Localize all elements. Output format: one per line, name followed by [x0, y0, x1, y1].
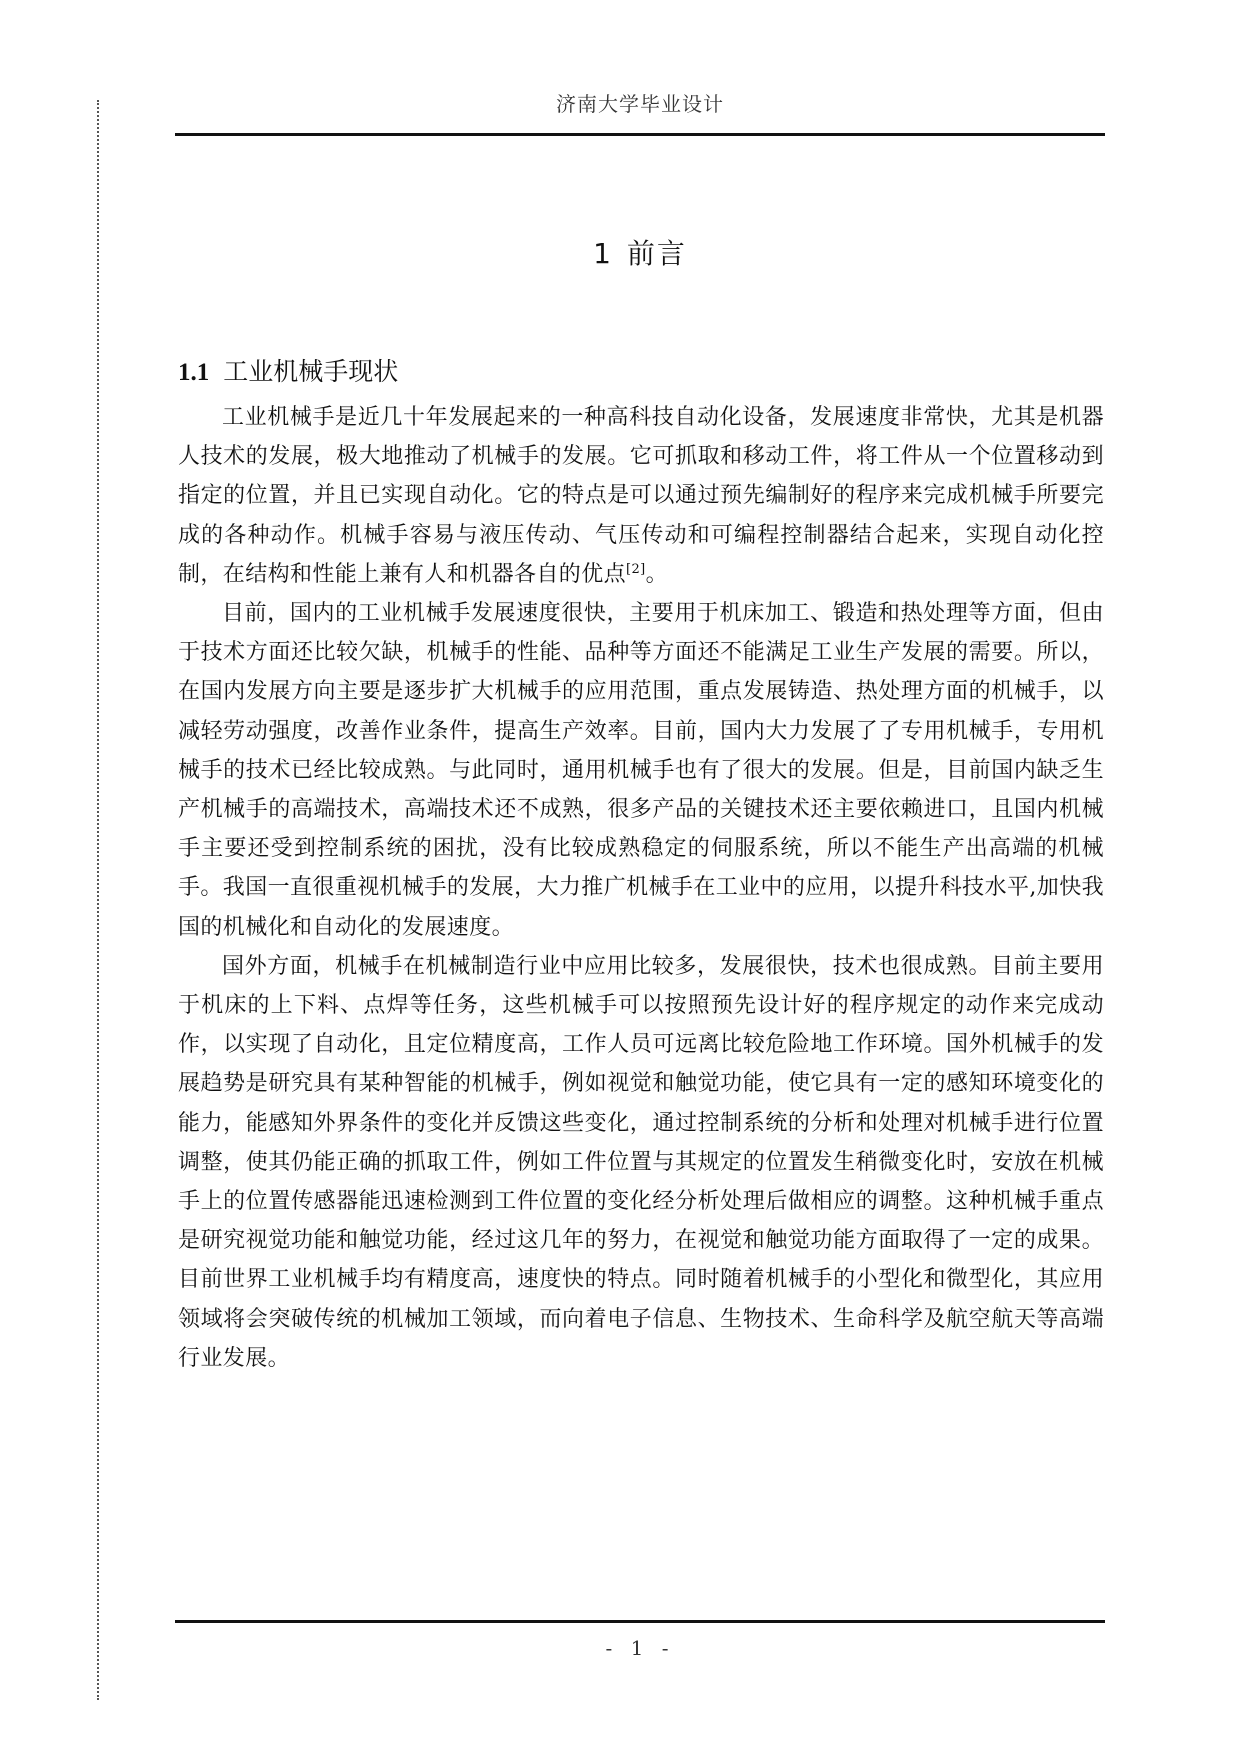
footer-rule — [175, 1620, 1105, 1623]
chapter-heading — [175, 232, 1105, 272]
section-number: 1.1 — [178, 359, 210, 386]
chapter-number: 1 — [593, 237, 613, 270]
body-text — [178, 398, 1104, 1378]
section-title: 工业机械手现状 — [223, 357, 399, 386]
chapter-title: 前言 — [626, 237, 687, 270]
paragraph — [178, 947, 1104, 1378]
paragraph — [178, 594, 1104, 947]
paragraph-text: 目前，国内的工业机械手发展速度很快，主要用于机床加工、锻造和热处理等方面，但由于技术方面还比较欠缺，机械手的性能、品种等方面还不能满足工业生产发展的需要。所以，在国内发展方向主要是逐步扩大机械手的应用范围，重点发展铸造、热处理方面的机械手，以减轻劳动强度，改善作业条件，提高生产效率。目前，国内大力发展了了专用机械手，专用机械手的技术已经比较成熟。与此同时，通用机械手也有了很大的发展。但是，目前国内缺乏生产机械手的高端技术，高端技术还不成熟，很多产品的关键技术还主要依赖进口，且国内机械手主要还受到控制系统的困扰，没有比较成熟稳定的伺服系统，所以不能生产出高端的机械手。我国一直很重视机械手的发展，大力推广机械手在工业中的应用，以提升科技水平,加快我国的机械化和自动化的发展速度。 — [178, 601, 1104, 940]
citation-reference: [2] — [626, 561, 646, 577]
paragraph-tail: 。 — [645, 561, 669, 587]
running-header: 济南大学毕业设计 — [556, 92, 724, 116]
paragraph — [178, 398, 1104, 594]
page-number: - 1 - — [605, 1636, 675, 1660]
section-heading — [178, 352, 398, 388]
header-rule — [175, 133, 1105, 136]
binding-margin-line — [97, 100, 99, 1700]
paragraph-text: 国外方面，机械手在机械制造行业中应用比较多，发展很快，技术也很成熟。目前主要用于机床的上下料、点焊等任务，这些机械手可以按照预先设计好的程序规定的动作来完成动作，以实现了自动化，且定位精度高，工作人员可远离比较危险地工作环境。国外机械手的发展趋势是研究具有某种智能的机械手，例如视觉和触觉功能，使它具有一定的感知环境变化的能力，能感知外界条件的变化并反馈这些变化，通过控制系统的分析和处理对机械手进行位置调整，使其仍能正确的抓取工件，例如工件位置与其规定的位置发生稍微变化时，安放在机械手上的位置传感器能迅速检测到工件位置的变化经分析处理后做相应的调整。这种机械手重点是研究视觉功能和触觉功能，经过这几年的努力，在视觉和触觉功能方面取得了一定的成果。目前世界工业机械手均有精度高，速度快的特点。同时随着机械手的小型化和微型化，其应用领域将会突破传统的机械加工领域，而向着电子信息、生物技术、生命科学及航空航天等高端行业发展。 — [178, 953, 1104, 1371]
paragraph-text: 工业机械手是近几十年发展起来的一种高科技自动化设备，发展速度非常快，尤其是机器人技术的发展，极大地推动了机械手的发展。它可抓取和移动工件，将工件从一个位置移动到指定的位置，并且已实现自动化。它的特点是可以通过预先编制好的程序来完成机械手所要完成的各种动作。机械手容易与液压传动、气压传动和可编程控制器结合起来，实现自动化控制，在结构和性能上兼有人和机器各自的优点 — [178, 405, 1104, 587]
